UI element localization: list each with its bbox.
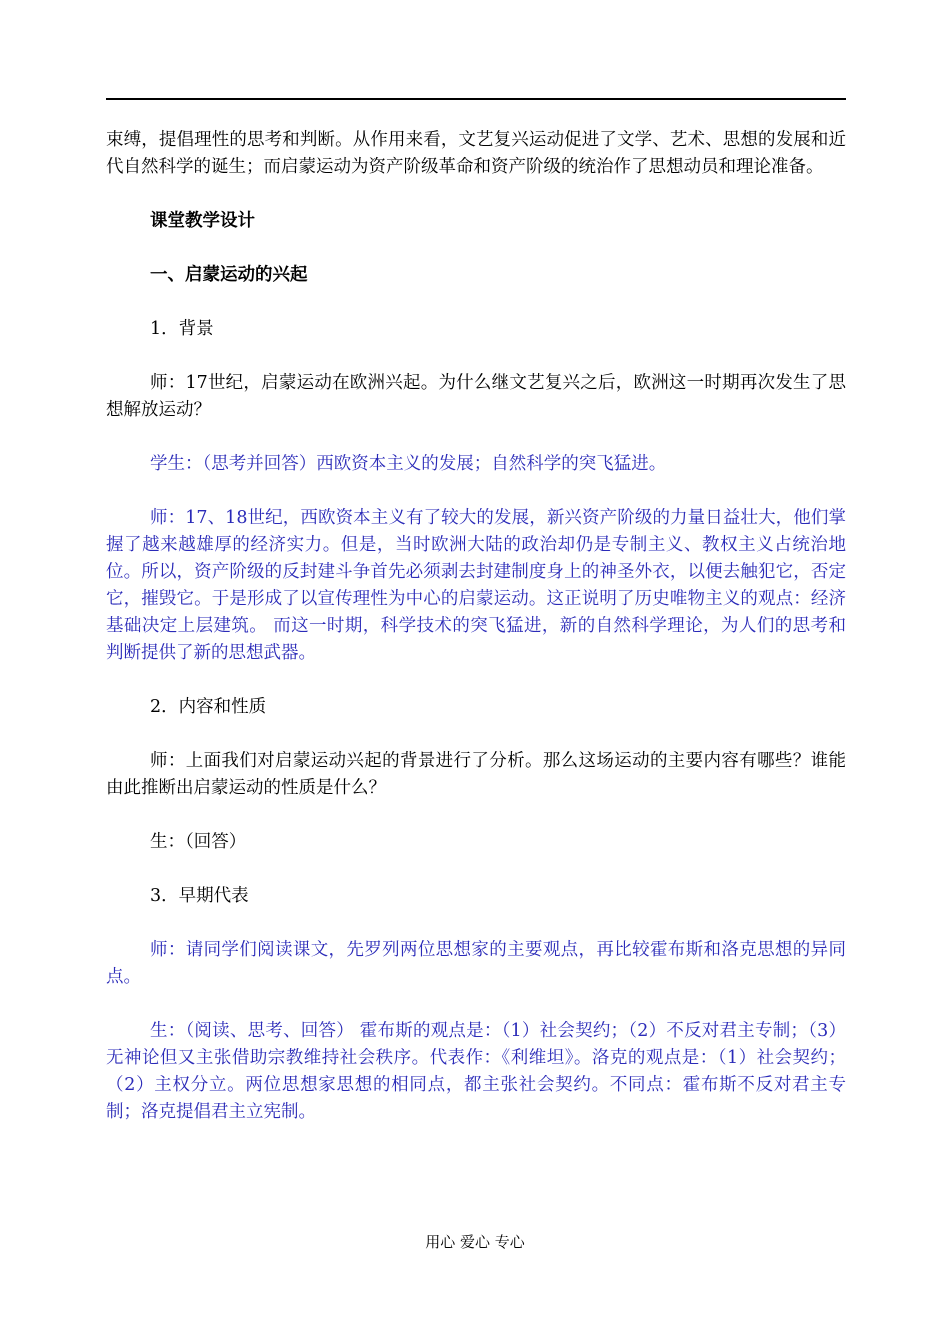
paragraph-student-answer-content: 生：（回答） bbox=[150, 832, 247, 852]
section-heading-classroom-design: 课堂教学设计 bbox=[150, 211, 255, 231]
paragraph-student-answer-background: 学生：（思考并回答）西欧资本主义的发展；自然科学的突飞猛进。 bbox=[150, 454, 667, 474]
paragraph-teacher-question-content: 师：上面我们对启蒙运动兴起的背景进行了分析。那么这场运动的主要内容有哪些？谁能由此推断出启蒙运动的性质是什么？ bbox=[106, 751, 846, 798]
page-footer: 用心 爱心 专心 bbox=[425, 1233, 525, 1251]
paragraph-student-answer-hobbes-locke: 生：（阅读、思考、回答） 霍布斯的观点是：（1）社会契约；（2）不反对君主专制；（3）无神论但又主张借助宗教维持社会秩序。代表作：《利维坦》。洛克的观点是：（1）社会契约；（2）主权分立。两位思想家思想的相同点，都主张社会契约。不同点：霍布斯不反对君主专制；洛克提倡君主立宪制。 bbox=[106, 1021, 846, 1122]
paragraph-intro-continuation: 束缚，提倡理性的思考和判断。从作用来看，文艺复兴运动促进了文学、艺术、思想的发展和近代自然科学的诞生；而启蒙运动为资产阶级革命和资产阶级的统治作了思想动员和理论准备。 bbox=[106, 130, 846, 177]
section-heading-enlightenment-rise: 一、启蒙运动的兴起 bbox=[150, 265, 308, 285]
subheading-early-representatives: 3．早期代表 bbox=[150, 886, 249, 906]
header-rule bbox=[106, 98, 846, 100]
subheading-background: 1．背景 bbox=[150, 319, 214, 339]
subheading-content-and-nature: 2．内容和性质 bbox=[150, 697, 267, 717]
paragraph-teacher-question-background: 师：17世纪，启蒙运动在欧洲兴起。为什么继文艺复兴之后，欧洲这一时期再次发生了思想解放运动？ bbox=[106, 373, 846, 420]
document-body bbox=[106, 127, 846, 1153]
paragraph-teacher-instruction-reading: 师：请同学们阅读课文，先罗列两位思想家的主要观点，再比较霍布斯和洛克思想的异同点。 bbox=[106, 940, 846, 987]
paragraph-teacher-explanation: 师：17、18世纪，西欧资本主义有了较大的发展，新兴资产阶级的力量日益壮大，他们掌握了越来越雄厚的经济实力。但是，当时欧洲大陆的政治却仍是专制主义、教权主义占统治地位。所以，资产阶级的反封建斗争首先必须剥去封建制度身上的神圣外衣，以便去触犯它，否定它，摧毁它。于是形成了以宣传理性为中心的启蒙运动。这正说明了历史唯物主义的观点：经济基础决定上层建筑。 而这一时期，科学技术的突飞猛进，新的自然科学理论，为人们的思考和判断提供了新的思想武器。 bbox=[106, 508, 846, 663]
